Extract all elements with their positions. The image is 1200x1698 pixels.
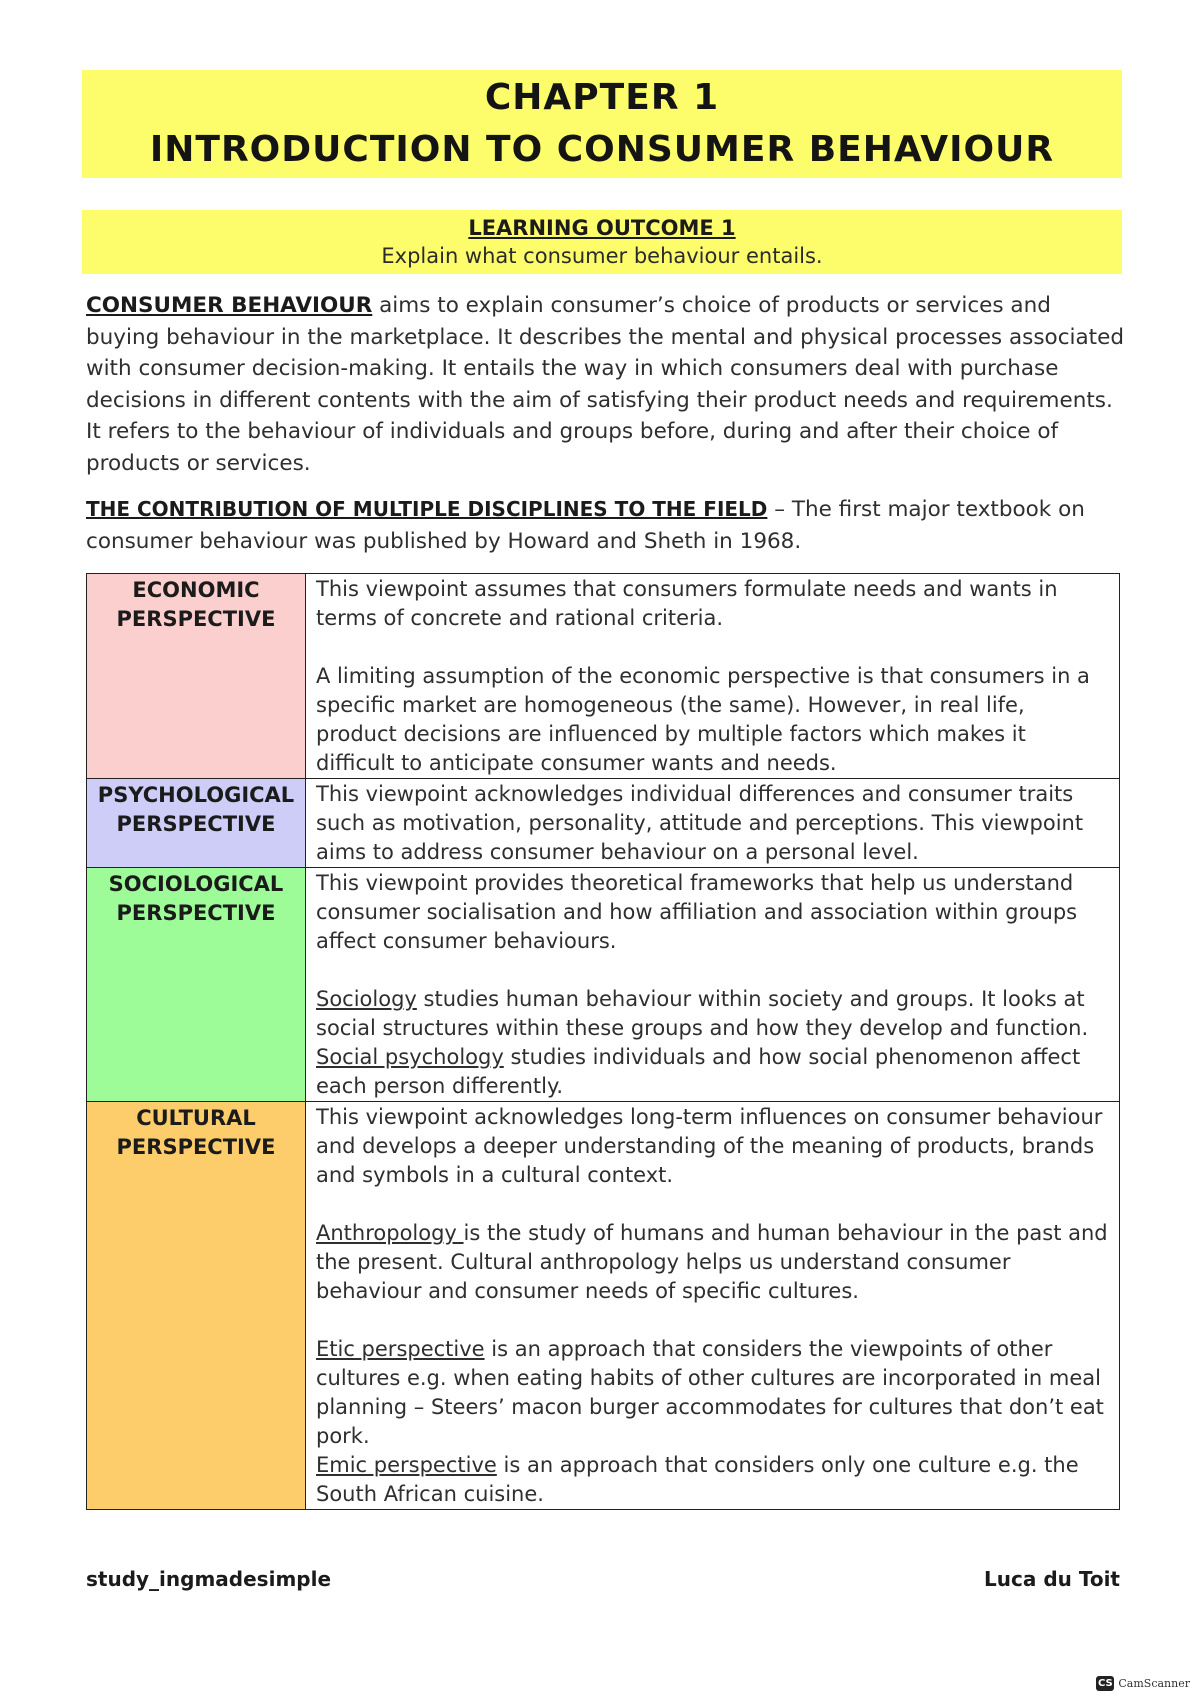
description-paragraph [316,1335,1109,1451]
camscanner-label: CamScanner [1118,1677,1190,1690]
table-row [87,1102,1120,1510]
label-line: ECONOMIC [132,578,260,602]
disciplines-paragraph [86,494,1126,557]
chapter-title: INTRODUCTION TO CONSUMER BEHAVIOUR [149,129,1055,170]
description-paragraph: A limiting assumption of the economic perspective is that consumers in a specific market are homogeneous (the same). However, in real life, product decisions are influenced by multiple factors which makes it difficult to anticipate consumer wants and needs. [316,664,1090,775]
etic-perspective-text: is an approach that considers the viewpoints of other cultures e.g. when eating habits of other cultures are incorporated in meal planning – Steers’ macon burger accommodates for cultures that don’t eat pork. [316,1337,1104,1448]
consumer-behaviour-definition: aims to explain consumer’s choice of products or services and buying behaviour in the marketplace. It describes the mental and physical processes associated with consumer decision-making. It entails the way in which consumers deal with purchase decisions in different contents with the aim of satisfying their product needs and requirements. It refers to the behaviour of individuals and groups before, during and after their choice of products or services. [86,293,1124,476]
description-paragraph: This viewpoint acknowledges individual differences and consumer traits such as motivation, personality, attitude and perceptions. This viewpoint aims to address consumer behaviour on a personal level. [316,782,1084,864]
label-line: CULTURAL [136,1106,256,1130]
description-paragraph: This viewpoint provides theoretical frameworks that help us understand consumer socialisation and how affiliation and association within groups affect consumer behaviours. [316,871,1078,953]
anthropology-term: Anthropology [316,1221,464,1245]
economic-perspective-label [87,574,306,779]
table-row [87,868,1120,1102]
etic-perspective-term: Etic perspective [316,1337,485,1361]
psychological-perspective-description [306,779,1120,868]
label-line: PERSPECTIVE [116,607,276,631]
footer-handle: study_ingmadesimple [86,1567,332,1591]
label-line: SOCIOLOGICAL [108,872,284,896]
sociology-text: studies human behaviour within society and groups. It looks at social structures within these groups and how they develop and function. [316,987,1089,1040]
anthropology-text: is the study of humans and human behaviour in the past and the present. Cultural anthropology helps us understand consumer behaviour and consumer needs of specific cultures. [316,1221,1108,1303]
psychological-perspective-label [87,779,306,868]
description-paragraph [316,985,1109,1043]
chapter-title-banner [82,70,1122,178]
sociological-perspective-label [87,868,306,1102]
learning-outcome-heading: LEARNING OUTCOME 1 [468,216,736,240]
description-paragraph [316,1219,1109,1306]
chapter-number: CHAPTER 1 [484,77,720,118]
label-line: PSYCHOLOGICAL [97,783,295,807]
cultural-perspective-description [306,1102,1120,1510]
emic-perspective-text: is an approach that considers only one culture e.g. the South African cuisine. [316,1453,1079,1506]
sociological-perspective-description [306,868,1120,1102]
social-psychology-text: studies individuals and how social phenomenon affect each person differently. [316,1045,1081,1098]
social-psychology-term: Social psychology [316,1045,504,1069]
description-paragraph: This viewpoint acknowledges long-term influences on consumer behaviour and develops a deeper understanding of the meaning of products, brands and symbols in a cultural context. [316,1105,1103,1187]
label-line: PERSPECTIVE [116,901,276,925]
label-line: PERSPECTIVE [116,1135,276,1159]
learning-outcome-text: Explain what consumer behaviour entails. [381,244,823,268]
cultural-perspective-label [87,1102,306,1510]
disciplines-text: – The first major textbook on consumer behaviour was published by Howard and Sheth in 1968. [86,497,1085,554]
economic-perspective-description [306,574,1120,779]
disciplines-term: THE CONTRIBUTION OF MULTIPLE DISCIPLINES TO THE FIELD [86,497,768,521]
description-paragraph [316,1451,1109,1509]
table-row [87,779,1120,868]
description-paragraph: This viewpoint assumes that consumers formulate needs and wants in terms of concrete and rational criteria. [316,577,1058,630]
emic-perspective-term: Emic perspective [316,1453,497,1477]
learning-outcome-banner [82,210,1122,274]
camscanner-watermark [1096,1676,1190,1691]
footer-author: Luca du Toit [984,1567,1120,1591]
consumer-behaviour-term: CONSUMER BEHAVIOUR [86,293,373,318]
consumer-behaviour-paragraph [86,290,1126,479]
perspectives-table [86,573,1120,1510]
sociology-term: Sociology [316,987,417,1011]
camscanner-logo-icon: CS [1098,1678,1113,1689]
table-row [87,574,1120,779]
description-paragraph [316,1043,1109,1101]
label-line: PERSPECTIVE [116,812,276,836]
